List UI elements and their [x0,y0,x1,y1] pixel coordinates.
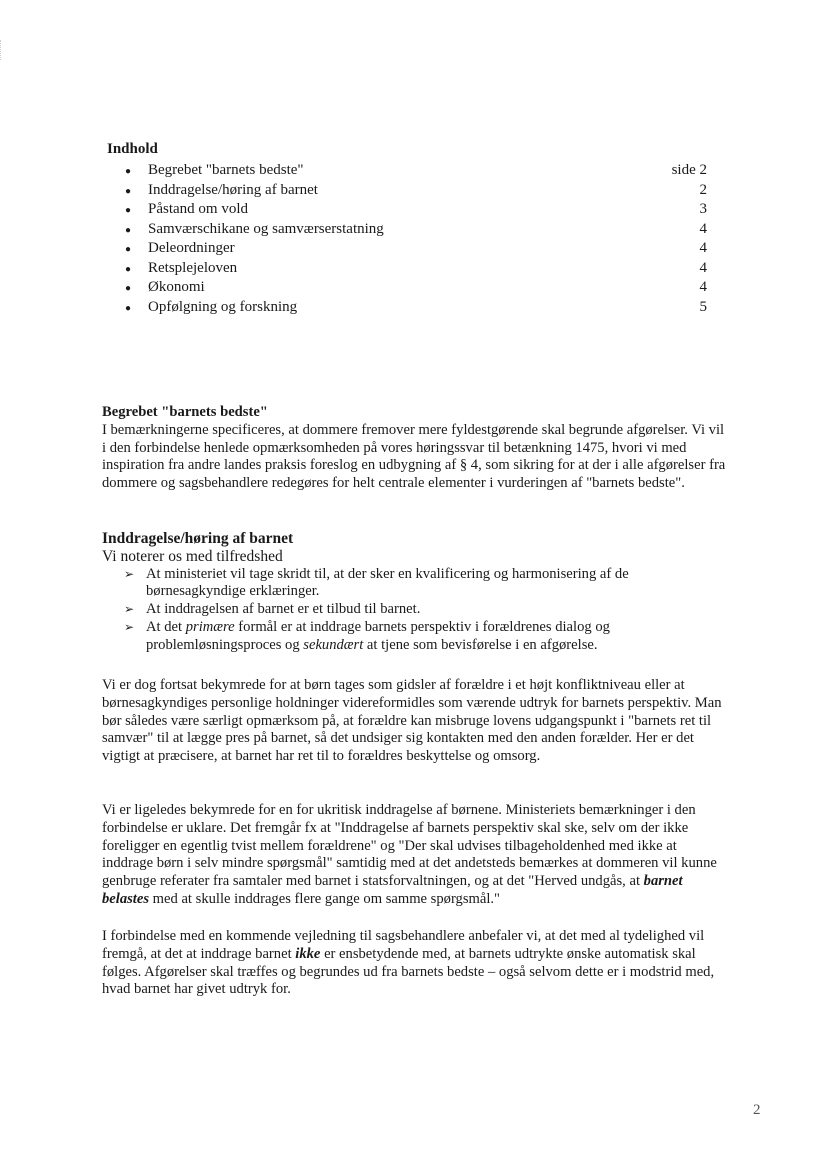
bullet-icon: ● [125,263,132,275]
arrow-bullet-icon: ➢ [124,602,135,617]
toc-item: ● Påstand om vold 3 [125,201,707,217]
section-heading: Inddragelse/høring af barnet [102,530,294,547]
toc-item: ● Økonomi 4 [125,279,707,295]
paragraph: Vi er ligeledes bekymrede for en for ukritisk inddragelse af børnene. Ministeriets bemærkninger i den forbindelse er uklare. Det fremgår fx at "Inddragelse af barnets perspektiv skal ske, selv om der ikke foreligger en egentlig tvist mellem forældrene" og "Der skal udvises tilbageholdenhed med ikke at inddrage børn i selv mindre spørgsmål" samtidig med at det andetsteds bemærkes at dommeren vil kunne genbruge referater fra samtaler med barnet i statsforvaltningen, og at det "Herved undgås, at barnet belastes med at skulle inddrages flere gange om samme spørgsmål." [102,802,717,907]
bullet-icon: ● [125,166,132,177]
emphasis: sekundært [303,636,364,653]
toc-item: ● Deleordninger 4 [125,240,707,256]
list-item: ➢ At ministeriet vil tage skridt til, at der sker en kvalificering og harmonisering af de børnesagkyndige erklæringer. [124,565,629,600]
arrow-bullet-icon: ➢ [124,566,135,581]
bullet-icon: ● [125,205,132,216]
arrow-list [102,566,727,655]
toc-item: ● Samværschikane og samværserstatning 4 [125,220,707,237]
emphasis: ikke [295,945,321,962]
arrow-bullet-icon: ➢ [124,619,135,634]
paragraph: Vi er dog fortsat bekymrede for at børn tages som gidsler af forældre i et højt konfliktniveau eller at børnesagkyndiges personlige holdninger videreformidles som værende udtryk for barnets perspektiv. Man bør således være særligt opmærksom på, at forældre kan misbruge lovens udgangspunkt i "barnets ret til samvær" til at lægge pres på barnet, så det undsiger sig kontakten med den anden forælder. Her er det vigtigt at præcisere, at barnet har ret til to forældres beskyttelse og omsorg. [102,677,722,765]
table-of-contents [107,141,707,318]
bullet-icon: ● [125,283,132,294]
bullet-icon: ● [125,185,132,197]
bullet-icon: ● [125,224,132,236]
bullet-icon: ● [125,302,132,314]
toc-item: ● Retsplejeloven 4 [125,259,707,276]
bullet-icon: ● [125,244,132,255]
section-heading: Begrebet "barnets bedste" [102,404,268,420]
toc-list [107,162,707,318]
list-item: ➢ At inddragelsen af barnet er et tilbud til barnet. [124,601,421,618]
section-intro: Vi noterer os med tilfredshed [102,547,283,565]
toc-item: ● Inddragelse/høring af barnet 2 [125,181,707,198]
section-inddragelse [102,530,727,655]
section-body: I bemærkningerne specificeres, at dommere fremover mere fyldestgørende skal begrunde afgørelser. Vi vil i den forbindelse henlede opmærksomheden på vores høringssvar til betænkning 1475, hvori vi med inspiration fra andre landes praksis foreslog en udbygning af § 4, som sikring for at der i alle afgørelser fra dommere og sagsbehandlere redegøres for helt centrale elementer i vurderingen af "barnets bedste". [102,421,726,492]
section-barnets-bedste [102,404,727,493]
page-number: 2 [753,1102,761,1118]
list-item: ➢ At det primære formål er at inddrage barnets perspektiv i forældrenes dialog og problemløsningsproces og sekundært at tjene som bevisførelse i en afgørelse. [124,618,610,653]
toc-title: Indhold [107,141,158,157]
emphasis: barnet belastes [102,873,683,907]
paragraph: I forbindelse med en kommende vejledning til sagsbehandlere anbefaler vi, at det med al tydelighed vil fremgå, at det at inddrage barnet ikke er ensbetydende med, at barnets udtrykte ønske automatisk skal følges. Afgørelser skal træffes og begrundes ud fra barnets bedste – også selvom dette er i modstrid med, hvad barnet har givet udtryk for. [102,928,715,998]
emphasis: primære [185,618,235,635]
toc-item: ● Begrebet "barnets bedste" side 2 [125,162,707,178]
toc-item: ● Opfølgning og forskning 5 [125,298,707,315]
scan-edge-mark [0,40,3,60]
